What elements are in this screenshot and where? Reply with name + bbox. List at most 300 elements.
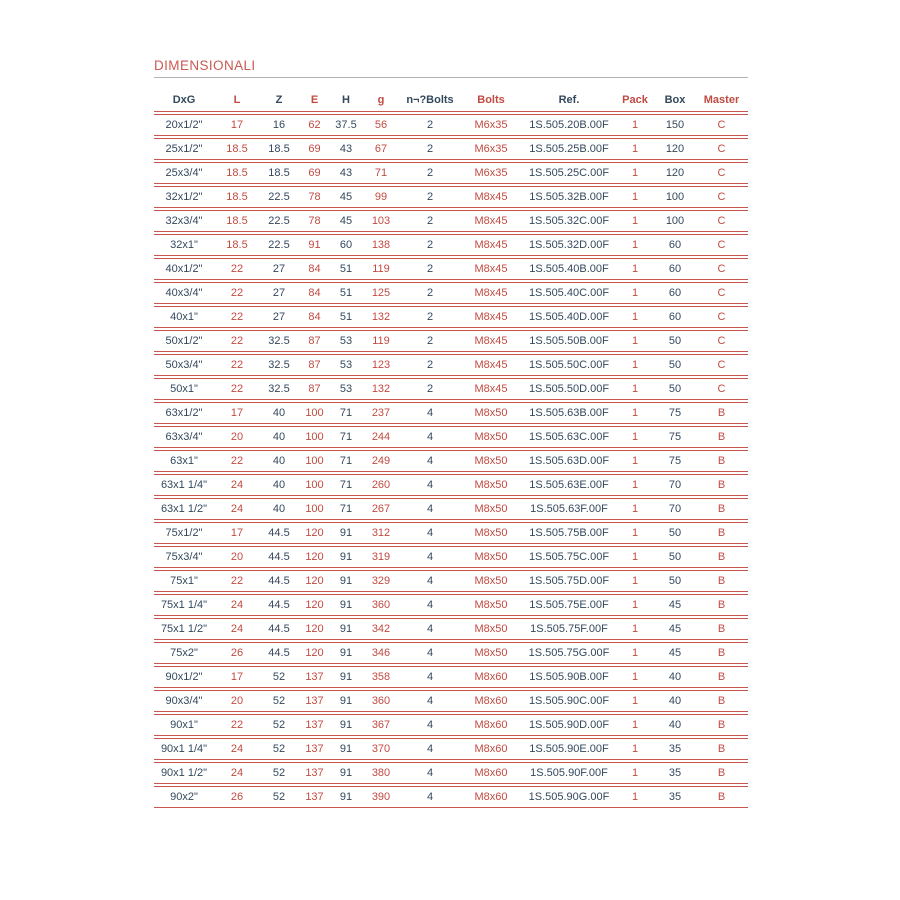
cell-pack: 1 [615, 714, 655, 736]
table-row [154, 714, 748, 736]
cell-ref: 1S.505.90C.00F [523, 690, 615, 712]
cell-box: 45 [655, 642, 695, 664]
cell-e: 120 [298, 522, 331, 544]
cell-master: B [695, 594, 748, 616]
cell-h: 53 [331, 378, 361, 400]
column-header-pack: Pack [615, 88, 655, 112]
cell-dxg: 63x1 1/2" [154, 498, 214, 520]
cell-z: 16 [260, 114, 298, 136]
cell-g: 119 [361, 330, 401, 352]
cell-l: 24 [214, 594, 260, 616]
cell-n-bolts: 2 [401, 306, 459, 328]
cell-z: 52 [260, 666, 298, 688]
table-row [154, 186, 748, 208]
cell-bolts: M8x50 [459, 546, 523, 568]
cell-bolts: M8x60 [459, 666, 523, 688]
cell-g: 71 [361, 162, 401, 184]
cell-box: 50 [655, 570, 695, 592]
cell-g: 56 [361, 114, 401, 136]
cell-pack: 1 [615, 234, 655, 256]
cell-e: 87 [298, 354, 331, 376]
cell-box: 45 [655, 594, 695, 616]
cell-n-bolts: 4 [401, 786, 459, 808]
cell-ref: 1S.505.32D.00F [523, 234, 615, 256]
cell-n-bolts: 4 [401, 402, 459, 424]
cell-pack: 1 [615, 162, 655, 184]
cell-master: B [695, 642, 748, 664]
cell-h: 43 [331, 138, 361, 160]
cell-z: 27 [260, 306, 298, 328]
cell-box: 100 [655, 186, 695, 208]
cell-l: 26 [214, 642, 260, 664]
cell-bolts: M6x35 [459, 162, 523, 184]
cell-h: 51 [331, 306, 361, 328]
cell-bolts: M8x60 [459, 762, 523, 784]
page-title: DIMENSIONALI [154, 58, 748, 78]
cell-ref: 1S.505.25C.00F [523, 162, 615, 184]
column-header-dxg: DxG [154, 88, 214, 112]
cell-dxg: 32x3/4" [154, 210, 214, 232]
cell-bolts: M8x50 [459, 570, 523, 592]
cell-n-bolts: 4 [401, 498, 459, 520]
cell-n-bolts: 2 [401, 282, 459, 304]
cell-box: 150 [655, 114, 695, 136]
table-row [154, 354, 748, 376]
cell-master: C [695, 210, 748, 232]
cell-h: 71 [331, 450, 361, 472]
cell-z: 52 [260, 786, 298, 808]
cell-bolts: M8x50 [459, 426, 523, 448]
cell-pack: 1 [615, 666, 655, 688]
cell-master: B [695, 738, 748, 760]
cell-e: 87 [298, 378, 331, 400]
table-row [154, 738, 748, 760]
cell-l: 18.5 [214, 186, 260, 208]
cell-box: 50 [655, 522, 695, 544]
cell-z: 44.5 [260, 570, 298, 592]
cell-dxg: 90x1 1/4" [154, 738, 214, 760]
cell-n-bolts: 2 [401, 114, 459, 136]
cell-pack: 1 [615, 570, 655, 592]
cell-z: 40 [260, 450, 298, 472]
cell-pack: 1 [615, 690, 655, 712]
cell-z: 40 [260, 426, 298, 448]
cell-l: 22 [214, 354, 260, 376]
cell-z: 44.5 [260, 522, 298, 544]
cell-ref: 1S.505.75F.00F [523, 618, 615, 640]
cell-bolts: M8x60 [459, 786, 523, 808]
cell-n-bolts: 2 [401, 258, 459, 280]
table-row [154, 642, 748, 664]
cell-n-bolts: 4 [401, 690, 459, 712]
cell-ref: 1S.505.20B.00F [523, 114, 615, 136]
cell-bolts: M8x45 [459, 282, 523, 304]
cell-l: 17 [214, 666, 260, 688]
cell-z: 44.5 [260, 642, 298, 664]
cell-g: 360 [361, 690, 401, 712]
cell-n-bolts: 4 [401, 594, 459, 616]
cell-z: 52 [260, 762, 298, 784]
cell-h: 37.5 [331, 114, 361, 136]
cell-h: 45 [331, 186, 361, 208]
cell-bolts: M6x35 [459, 114, 523, 136]
cell-ref: 1S.505.40C.00F [523, 282, 615, 304]
table-row [154, 306, 748, 328]
cell-g: 249 [361, 450, 401, 472]
table-body [154, 114, 748, 808]
cell-e: 78 [298, 210, 331, 232]
column-header-n-bolts: n¬?Bolts [401, 88, 459, 112]
cell-dxg: 25x3/4" [154, 162, 214, 184]
cell-g: 123 [361, 354, 401, 376]
cell-ref: 1S.505.32B.00F [523, 186, 615, 208]
cell-l: 22 [214, 450, 260, 472]
cell-box: 60 [655, 282, 695, 304]
cell-e: 120 [298, 570, 331, 592]
cell-e: 100 [298, 450, 331, 472]
cell-dxg: 75x1 1/2" [154, 618, 214, 640]
cell-h: 91 [331, 570, 361, 592]
cell-dxg: 90x3/4" [154, 690, 214, 712]
cell-ref: 1S.505.90F.00F [523, 762, 615, 784]
cell-dxg: 50x1" [154, 378, 214, 400]
cell-dxg: 90x1 1/2" [154, 762, 214, 784]
cell-g: 99 [361, 186, 401, 208]
cell-g: 370 [361, 738, 401, 760]
cell-dxg: 50x1/2" [154, 330, 214, 352]
table-row [154, 210, 748, 232]
cell-dxg: 40x1" [154, 306, 214, 328]
cell-dxg: 40x1/2" [154, 258, 214, 280]
cell-l: 22 [214, 306, 260, 328]
cell-master: B [695, 450, 748, 472]
cell-box: 35 [655, 762, 695, 784]
cell-l: 20 [214, 426, 260, 448]
cell-ref: 1S.505.90B.00F [523, 666, 615, 688]
table-row [154, 258, 748, 280]
cell-master: B [695, 786, 748, 808]
cell-h: 91 [331, 546, 361, 568]
cell-g: 390 [361, 786, 401, 808]
table-row [154, 618, 748, 640]
cell-n-bolts: 2 [401, 138, 459, 160]
cell-n-bolts: 2 [401, 330, 459, 352]
cell-dxg: 75x1 1/4" [154, 594, 214, 616]
cell-h: 71 [331, 498, 361, 520]
cell-h: 91 [331, 690, 361, 712]
cell-l: 26 [214, 786, 260, 808]
cell-l: 18.5 [214, 162, 260, 184]
column-header-e: E [298, 88, 331, 112]
cell-n-bolts: 4 [401, 762, 459, 784]
cell-g: 244 [361, 426, 401, 448]
table-row [154, 666, 748, 688]
cell-n-bolts: 2 [401, 378, 459, 400]
cell-h: 91 [331, 762, 361, 784]
cell-pack: 1 [615, 546, 655, 568]
cell-z: 44.5 [260, 546, 298, 568]
table-row [154, 450, 748, 472]
cell-bolts: M8x45 [459, 234, 523, 256]
cell-g: 267 [361, 498, 401, 520]
cell-l: 22 [214, 570, 260, 592]
cell-g: 260 [361, 474, 401, 496]
cell-l: 24 [214, 498, 260, 520]
cell-pack: 1 [615, 474, 655, 496]
cell-master: B [695, 474, 748, 496]
cell-z: 27 [260, 282, 298, 304]
cell-bolts: M8x45 [459, 330, 523, 352]
cell-bolts: M8x50 [459, 594, 523, 616]
cell-dxg: 40x3/4" [154, 282, 214, 304]
cell-pack: 1 [615, 426, 655, 448]
cell-ref: 1S.505.75G.00F [523, 642, 615, 664]
table-row [154, 762, 748, 784]
cell-box: 35 [655, 786, 695, 808]
table-row [154, 330, 748, 352]
cell-master: C [695, 138, 748, 160]
column-header-ref: Ref. [523, 88, 615, 112]
cell-z: 32.5 [260, 354, 298, 376]
cell-box: 40 [655, 666, 695, 688]
cell-master: B [695, 690, 748, 712]
table-row [154, 402, 748, 424]
cell-g: 360 [361, 594, 401, 616]
cell-e: 69 [298, 138, 331, 160]
cell-z: 40 [260, 498, 298, 520]
cell-box: 70 [655, 498, 695, 520]
cell-dxg: 75x2" [154, 642, 214, 664]
cell-box: 120 [655, 162, 695, 184]
cell-master: C [695, 282, 748, 304]
cell-e: 84 [298, 282, 331, 304]
cell-dxg: 75x1" [154, 570, 214, 592]
cell-e: 120 [298, 594, 331, 616]
cell-g: 342 [361, 618, 401, 640]
cell-master: B [695, 666, 748, 688]
table-row [154, 498, 748, 520]
cell-bolts: M8x60 [459, 690, 523, 712]
cell-z: 52 [260, 738, 298, 760]
cell-h: 60 [331, 234, 361, 256]
cell-ref: 1S.505.63D.00F [523, 450, 615, 472]
cell-box: 40 [655, 714, 695, 736]
cell-h: 71 [331, 426, 361, 448]
table-row [154, 594, 748, 616]
column-header-l: L [214, 88, 260, 112]
cell-g: 237 [361, 402, 401, 424]
cell-n-bolts: 4 [401, 522, 459, 544]
cell-pack: 1 [615, 282, 655, 304]
cell-n-bolts: 4 [401, 714, 459, 736]
cell-dxg: 32x1" [154, 234, 214, 256]
cell-e: 84 [298, 258, 331, 280]
cell-g: 138 [361, 234, 401, 256]
cell-pack: 1 [615, 210, 655, 232]
cell-e: 91 [298, 234, 331, 256]
table-row [154, 138, 748, 160]
cell-g: 132 [361, 378, 401, 400]
cell-ref: 1S.505.32C.00F [523, 210, 615, 232]
cell-g: 125 [361, 282, 401, 304]
cell-box: 50 [655, 330, 695, 352]
cell-l: 22 [214, 282, 260, 304]
cell-l: 20 [214, 690, 260, 712]
cell-bolts: M8x45 [459, 354, 523, 376]
cell-h: 91 [331, 618, 361, 640]
cell-h: 43 [331, 162, 361, 184]
cell-e: 137 [298, 690, 331, 712]
cell-h: 71 [331, 474, 361, 496]
table-row [154, 114, 748, 136]
cell-h: 91 [331, 738, 361, 760]
cell-bolts: M8x50 [459, 474, 523, 496]
cell-ref: 1S.505.75E.00F [523, 594, 615, 616]
cell-master: C [695, 354, 748, 376]
cell-pack: 1 [615, 642, 655, 664]
cell-g: 380 [361, 762, 401, 784]
cell-l: 17 [214, 114, 260, 136]
cell-g: 367 [361, 714, 401, 736]
table-header-row [154, 88, 748, 112]
cell-n-bolts: 4 [401, 474, 459, 496]
cell-e: 100 [298, 402, 331, 424]
cell-dxg: 90x1/2" [154, 666, 214, 688]
cell-master: B [695, 498, 748, 520]
cell-dxg: 25x1/2" [154, 138, 214, 160]
cell-ref: 1S.505.50C.00F [523, 354, 615, 376]
cell-g: 312 [361, 522, 401, 544]
column-header-g: g [361, 88, 401, 112]
cell-box: 50 [655, 378, 695, 400]
cell-box: 35 [655, 738, 695, 760]
cell-h: 91 [331, 666, 361, 688]
cell-master: C [695, 306, 748, 328]
table-header [154, 88, 748, 112]
cell-dxg: 75x1/2" [154, 522, 214, 544]
cell-dxg: 20x1/2" [154, 114, 214, 136]
cell-h: 53 [331, 354, 361, 376]
cell-l: 22 [214, 714, 260, 736]
cell-z: 52 [260, 690, 298, 712]
cell-bolts: M8x50 [459, 522, 523, 544]
cell-dxg: 63x1 1/4" [154, 474, 214, 496]
cell-h: 53 [331, 330, 361, 352]
table-row [154, 162, 748, 184]
cell-ref: 1S.505.63C.00F [523, 426, 615, 448]
cell-ref: 1S.505.90G.00F [523, 786, 615, 808]
cell-box: 70 [655, 474, 695, 496]
cell-n-bolts: 2 [401, 234, 459, 256]
cell-pack: 1 [615, 258, 655, 280]
cell-n-bolts: 4 [401, 738, 459, 760]
table-row [154, 378, 748, 400]
cell-ref: 1S.505.50D.00F [523, 378, 615, 400]
column-header-master: Master [695, 88, 748, 112]
cell-master: B [695, 570, 748, 592]
cell-ref: 1S.505.75D.00F [523, 570, 615, 592]
cell-master: B [695, 714, 748, 736]
cell-bolts: M8x45 [459, 258, 523, 280]
column-header-box: Box [655, 88, 695, 112]
cell-box: 45 [655, 618, 695, 640]
cell-dxg: 90x1" [154, 714, 214, 736]
cell-dxg: 63x1/2" [154, 402, 214, 424]
cell-e: 120 [298, 642, 331, 664]
cell-e: 137 [298, 786, 331, 808]
cell-pack: 1 [615, 762, 655, 784]
cell-h: 51 [331, 282, 361, 304]
cell-e: 87 [298, 330, 331, 352]
cell-g: 319 [361, 546, 401, 568]
table-row [154, 522, 748, 544]
cell-dxg: 32x1/2" [154, 186, 214, 208]
cell-z: 44.5 [260, 618, 298, 640]
cell-n-bolts: 2 [401, 162, 459, 184]
table-row [154, 474, 748, 496]
cell-z: 40 [260, 402, 298, 424]
cell-n-bolts: 2 [401, 354, 459, 376]
cell-master: C [695, 162, 748, 184]
cell-z: 22.5 [260, 234, 298, 256]
cell-l: 18.5 [214, 234, 260, 256]
column-header-z: Z [260, 88, 298, 112]
cell-l: 17 [214, 402, 260, 424]
cell-dxg: 50x3/4" [154, 354, 214, 376]
cell-z: 40 [260, 474, 298, 496]
cell-bolts: M6x35 [459, 138, 523, 160]
cell-l: 18.5 [214, 138, 260, 160]
cell-h: 51 [331, 258, 361, 280]
cell-g: 132 [361, 306, 401, 328]
cell-z: 44.5 [260, 594, 298, 616]
cell-ref: 1S.505.75B.00F [523, 522, 615, 544]
cell-ref: 1S.505.63B.00F [523, 402, 615, 424]
cell-box: 75 [655, 426, 695, 448]
cell-bolts: M8x50 [459, 450, 523, 472]
cell-ref: 1S.505.50B.00F [523, 330, 615, 352]
cell-h: 91 [331, 594, 361, 616]
cell-z: 18.5 [260, 162, 298, 184]
column-header-bolts: Bolts [459, 88, 523, 112]
table-row [154, 234, 748, 256]
cell-n-bolts: 4 [401, 570, 459, 592]
cell-pack: 1 [615, 402, 655, 424]
cell-master: C [695, 258, 748, 280]
cell-box: 60 [655, 306, 695, 328]
cell-box: 100 [655, 210, 695, 232]
cell-bolts: M8x50 [459, 618, 523, 640]
cell-z: 32.5 [260, 330, 298, 352]
cell-g: 119 [361, 258, 401, 280]
cell-bolts: M8x45 [459, 186, 523, 208]
cell-g: 346 [361, 642, 401, 664]
cell-n-bolts: 2 [401, 210, 459, 232]
cell-bolts: M8x50 [459, 642, 523, 664]
cell-pack: 1 [615, 738, 655, 760]
cell-pack: 1 [615, 618, 655, 640]
cell-l: 22 [214, 258, 260, 280]
cell-e: 84 [298, 306, 331, 328]
cell-dxg: 90x2" [154, 786, 214, 808]
cell-box: 75 [655, 402, 695, 424]
cell-e: 137 [298, 762, 331, 784]
cell-pack: 1 [615, 114, 655, 136]
cell-h: 91 [331, 522, 361, 544]
cell-l: 24 [214, 618, 260, 640]
cell-e: 100 [298, 474, 331, 496]
cell-pack: 1 [615, 330, 655, 352]
